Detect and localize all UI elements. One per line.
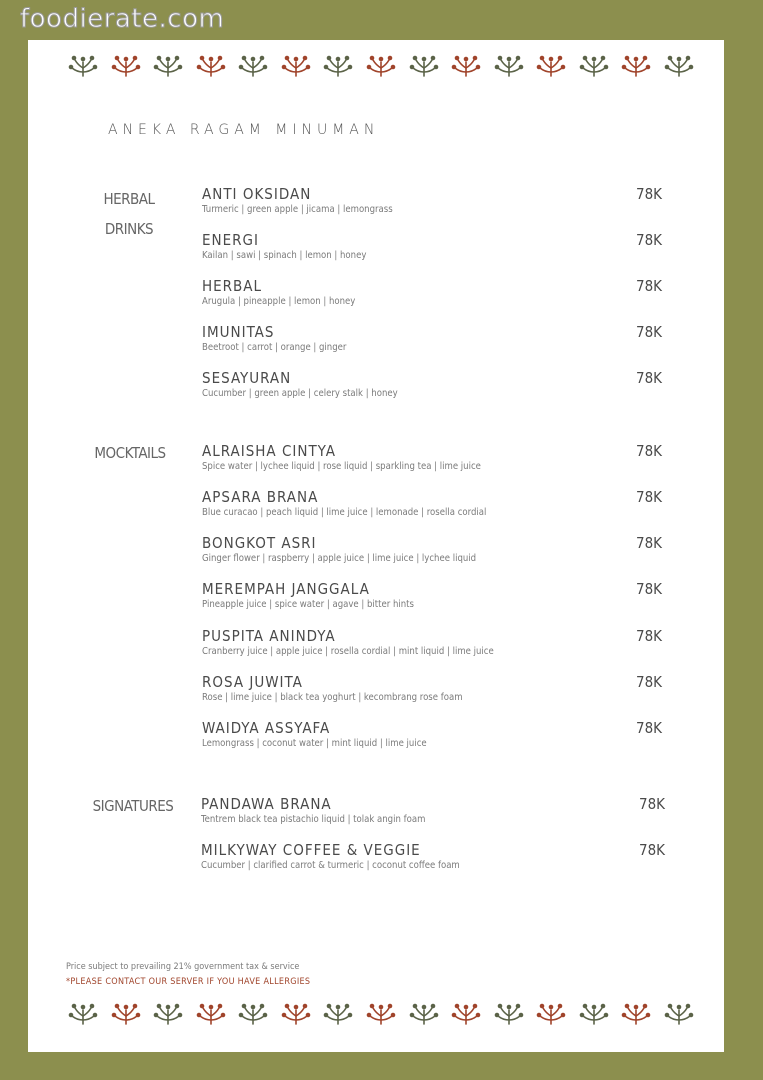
menu-item	[202, 185, 672, 216]
item-price: 78K	[635, 442, 662, 460]
item-name: ENERGI	[202, 231, 259, 249]
item-price: 78K	[635, 719, 662, 737]
menu-item	[202, 323, 672, 354]
floral-sprig-icon	[621, 998, 651, 1028]
item-name: WAIDYA ASSYAFA	[202, 719, 331, 737]
item-description: Cucumber | green apple | celery stalk | honey	[202, 388, 398, 399]
floral-sprig-icon	[664, 50, 694, 80]
floral-sprig-icon	[664, 998, 694, 1028]
floral-sprig-icon	[68, 50, 98, 80]
menu-item	[202, 719, 672, 750]
item-description: Arugula | pineapple | lemon | honey	[202, 296, 356, 307]
floral-sprig-icon	[409, 50, 439, 80]
item-name: PUSPITA ANINDYA	[202, 627, 336, 645]
section-label-line: SIGNATURES	[92, 797, 174, 815]
floral-sprig-icon	[323, 998, 353, 1028]
section-label	[94, 184, 164, 244]
menu-item	[202, 627, 672, 658]
section-label	[90, 791, 176, 821]
floral-sprig-icon	[238, 50, 268, 80]
menu-item	[201, 795, 675, 826]
floral-sprig-icon	[111, 998, 141, 1028]
item-price: 78K	[638, 841, 665, 859]
ornament-row-top	[68, 50, 694, 80]
item-price: 78K	[635, 185, 662, 203]
item-name: APSARA BRANA	[202, 488, 319, 506]
floral-sprig-icon	[153, 50, 183, 80]
item-description: Rose | lime juice | black tea yoghurt | kecombrang rose foam	[202, 692, 463, 703]
menu-item	[202, 580, 672, 611]
item-description: Pineapple juice | spice water | agave | bitter hints	[202, 599, 414, 610]
item-price: 78K	[635, 369, 662, 387]
item-name: MILKYWAY COFFEE & VEGGIE	[201, 841, 421, 859]
floral-sprig-icon	[366, 998, 396, 1028]
menu-item	[202, 442, 672, 473]
menu-item	[202, 488, 672, 519]
item-name: ALRAISHA CINTYA	[202, 442, 336, 460]
item-name: MEREMPAH JANGGALA	[202, 580, 370, 598]
floral-sprig-icon	[196, 998, 226, 1028]
item-name: BONGKOT ASRI	[202, 534, 317, 552]
section-label-line: MOCKTAILS	[94, 444, 166, 462]
floral-sprig-icon	[494, 998, 524, 1028]
floral-sprig-icon	[111, 50, 141, 80]
floral-sprig-icon	[153, 998, 183, 1028]
item-description: Kailan | sawi | spinach | lemon | honey	[202, 250, 367, 261]
item-price: 78K	[635, 673, 662, 691]
floral-sprig-icon	[536, 50, 566, 80]
floral-sprig-icon	[281, 998, 311, 1028]
item-description: Cucumber | clarified carrot & turmeric | coconut coffee foam	[201, 860, 460, 871]
floral-sprig-icon	[281, 50, 311, 80]
floral-sprig-icon	[68, 998, 98, 1028]
item-description: Turmeric | green apple | jicama | lemongrass	[202, 204, 393, 215]
item-name: IMUNITAS	[202, 323, 275, 341]
floral-sprig-icon	[579, 50, 609, 80]
floral-sprig-icon	[579, 998, 609, 1028]
menu-item	[202, 369, 672, 400]
item-description: Beetroot | carrot | orange | ginger	[202, 342, 347, 353]
section-label	[90, 438, 170, 468]
item-price: 78K	[635, 580, 662, 598]
item-description: Cranberry juice | apple juice | rosella cordial | mint liquid | lime juice	[202, 646, 494, 657]
menu-page	[28, 40, 724, 1052]
floral-sprig-icon	[451, 50, 481, 80]
menu-item	[202, 231, 672, 262]
item-description: Blue curacao | peach liquid | lime juice | lemonade | rosella cordial	[202, 507, 487, 518]
section-label-line: DRINKS	[104, 220, 154, 238]
floral-sprig-icon	[196, 50, 226, 80]
page-title: ANEKA RAGAM MINUMAN	[108, 122, 380, 138]
menu-item	[201, 841, 675, 872]
item-price: 78K	[635, 534, 662, 552]
floral-sprig-icon	[323, 50, 353, 80]
tax-note: Price subject to prevailing 21% government tax & service	[66, 962, 300, 972]
floral-sprig-icon	[494, 50, 524, 80]
item-price: 78K	[635, 488, 662, 506]
item-price: 78K	[635, 277, 662, 295]
item-description: Ginger flower | raspberry | apple juice | lime juice | lychee liquid	[202, 553, 477, 564]
allergy-note: *PLEASE CONTACT OUR SERVER IF YOU HAVE ALLERGIES	[66, 977, 311, 987]
item-name: ANTI OKSIDAN	[202, 185, 312, 203]
item-price: 78K	[635, 627, 662, 645]
item-description: Spice water | lychee liquid | rose liquid | sparkling tea | lime juice	[202, 461, 481, 472]
watermark: foodierate.com	[20, 4, 225, 34]
floral-sprig-icon	[409, 998, 439, 1028]
floral-sprig-icon	[621, 50, 651, 80]
floral-sprig-icon	[451, 998, 481, 1028]
menu-item	[202, 534, 672, 565]
item-name: PANDAWA BRANA	[201, 795, 332, 813]
menu-item	[202, 277, 672, 308]
item-description: Lemongrass | coconut water | mint liquid | lime juice	[202, 738, 427, 749]
floral-sprig-icon	[238, 998, 268, 1028]
ornament-row-bottom	[68, 998, 694, 1028]
item-name: HERBAL	[202, 277, 263, 295]
floral-sprig-icon	[536, 998, 566, 1028]
floral-sprig-icon	[366, 50, 396, 80]
item-name: ROSA JUWITA	[202, 673, 303, 691]
menu-item	[202, 673, 672, 704]
item-name: SESAYURAN	[202, 369, 292, 387]
item-price: 78K	[635, 231, 662, 249]
section-label-line: HERBAL	[103, 190, 155, 208]
item-price: 78K	[638, 795, 665, 813]
item-price: 78K	[635, 323, 662, 341]
item-description: Tentrem black tea pistachio liquid | tolak angin foam	[201, 814, 426, 825]
